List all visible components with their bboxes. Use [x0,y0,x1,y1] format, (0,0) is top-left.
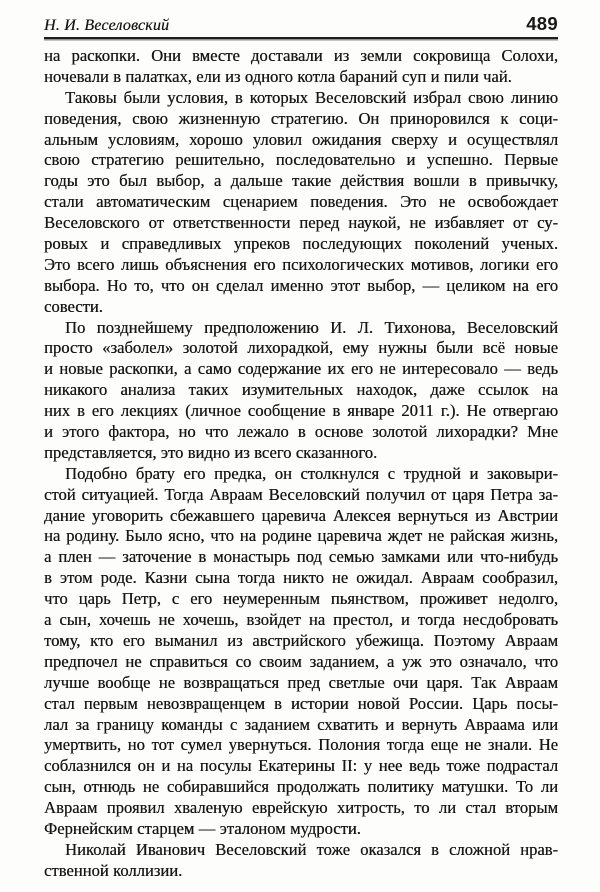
paragraph [44,464,558,840]
page-body [44,46,558,882]
header-rule [44,37,558,39]
text-line: Веселовского от ответственности перед наукой, не избавляет от су- [44,213,558,233]
running-title: Н. И. Веселовский [44,17,170,34]
text-line: поведения, свою жизненную стратегию. Он приноровился к соци- [44,108,558,128]
text-line: и этого фактора, но что лежало в основе золотой лихорадки? Мне [44,422,558,442]
text-line: что царь Петр, с его неумеренным пьянством, проживет недолго, [44,589,558,609]
text-line: По позднейшему предположению И. Л. Тихонова, Веселовский [65,317,558,337]
text-line: стали автоматическим сценарием поведения. Это не освобождает [44,192,558,212]
paragraph [44,46,558,88]
text-line: ственной коллизии. [44,860,183,880]
text-line: стой ситуацией. Тогда Авраам Веселовский получил от царя Петра за- [44,484,558,504]
running-header [44,10,558,35]
paragraph [44,88,558,318]
text-line: соблазнился он и на посулы Екатерины II: у нее ведь тоже подрастал [44,756,558,776]
text-line: свою стратегию решительно, последовательно и успешно. Первые [44,150,558,170]
text-line: а сын, хочешь не хочешь, взойдет на престол, и тогда несдобровать [44,610,558,630]
text-line: в этом роде. Казни сына тогда никто не ожидал. Авраам сообразил, [44,568,558,588]
text-line: совести. [44,296,103,316]
paragraph [44,840,558,882]
text-line: предпочел не справиться со своим заданием, а уж это означало, что [44,651,558,671]
text-line: ровых и справедливых упреков последующих поколений ученых. [44,234,558,254]
text-line: ночевали в палатках, ели из одного котла бараний суп и пили чай. [44,66,512,86]
text-line: умертвить, но тот сумел увернуться. Полония тогда еще не знали. Не [44,735,558,755]
text-line: лал за границу команды с заданием схватить и вернуть Авраама или [44,714,558,734]
text-line: Фернейским старцем — эталоном мудрости. [44,818,361,838]
text-line: Николай Иванович Веселовский тоже оказался в сложной нрав- [65,839,558,859]
paragraph [44,318,558,464]
text-line: лучше вообще не возвращаться пред светлые очи царя. Так Авраам [44,672,558,692]
text-line: Таковы были условия, в которых Веселовский избрал свою линию [65,87,558,107]
text-line: стал первым невозвращенцем в истории новой России. Царь посы- [44,693,558,713]
text-line: сын, отнюдь не собиравшийся продолжать политику матушки. То ли [44,777,558,797]
text-line: Подобно брату его предка, он столкнулся с трудной и заковыри- [65,463,558,483]
text-line: никакого анализа таких изумительных находок, даже ссылок на [44,380,558,400]
text-line: на раскопки. Они вместе доставали из земли сокровища Солохи, [44,46,558,65]
text-line: дание уговорить сбежавшего царевича Алексея вернуться из Австрии [44,505,558,525]
text-line: альным условиям, хорошо уловил ожидания сверху и осуществлял [44,129,558,149]
text-line: просто «заболел» золотой лихорадкой, ему нужны были всё новые [44,338,558,358]
text-line: и новые раскопки, а само содержание их его не интересовало — ведь [44,359,558,379]
text-line: годы это был выбор, а дальше такие действия вошли в привычку, [44,171,558,191]
text-line: а плен — заточение в монастырь под семью замками или что-нибудь [44,547,558,567]
text-line: Авраам проявил хваленую еврейскую хитрость, то ли стал вторым [44,798,558,818]
text-line: тому, кто его выманил из австрийского убежища. Поэтому Авраам [44,630,558,650]
text-line: представляется, это видно из всего сказанного. [44,442,378,462]
text-line: на родину. Было ясно, что на родине царевича ждет не райская жизнь, [44,526,558,546]
page-number: 489 [526,13,558,34]
text-line: Это всего лишь объяснения его психологических мотивов, логики его [44,254,558,274]
text-line: выбора. Но то, что он сделал именно этот выбор, — целиком на его [44,275,558,295]
text-line: них в его лекциях (личное сообщение в январе 2011 г.). Не отвергаю [44,401,558,421]
